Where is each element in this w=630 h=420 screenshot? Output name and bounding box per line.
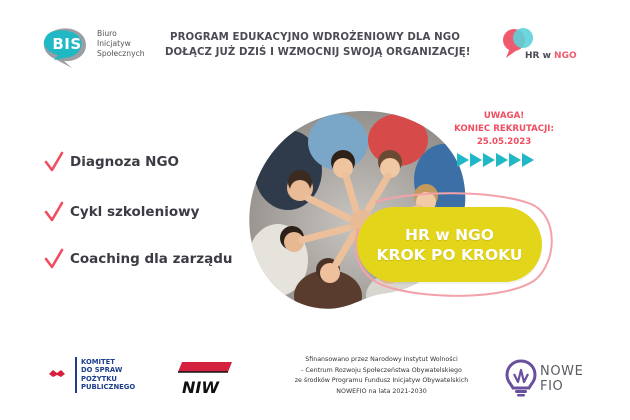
funding-line: ze środków Programu Fundusz Inicjatyw Obywatelskich xyxy=(294,377,469,384)
funding-note xyxy=(274,355,489,397)
niw-logo xyxy=(176,360,234,398)
notice-line: UWAGA! xyxy=(483,111,525,121)
divider xyxy=(75,357,77,393)
bis-logo xyxy=(42,26,152,68)
arrow-right-icon xyxy=(470,153,482,167)
badge-title: HR w NGO xyxy=(405,225,494,244)
kdspp-text: KOMITET DO SPRAW POŻYTKU PUBLICZNEGO xyxy=(81,358,136,391)
fio-text: NOWE FIO xyxy=(540,364,584,394)
feature-label: Diagnoza NGO xyxy=(70,154,180,170)
notice-line: KONIEC REKRUTACJI: xyxy=(454,124,554,134)
nowe-fio-logo xyxy=(504,358,594,398)
niw-label: NIW xyxy=(182,378,219,397)
bis-name: Biuro Inicjatyw Społecznych xyxy=(97,29,145,58)
hr-logo-text: HR w NGO xyxy=(525,51,577,61)
funding-line: - Centrum Rozwoju Społeczeństwa Obywatelskiego xyxy=(301,366,462,374)
badge-subtitle: KROK PO KROKU xyxy=(376,245,523,264)
arrow-right-icon xyxy=(457,153,469,167)
checkmark-icon xyxy=(44,151,64,173)
feature-label: Coaching dla zarządu xyxy=(70,251,233,267)
arrow-right-icon xyxy=(496,153,508,167)
kdspp-logo xyxy=(48,356,148,390)
checkmark-icon xyxy=(44,248,64,270)
headline-line-1: PROGRAM EDUKACYJNO WDROŻENIOWY DLA NGO xyxy=(170,32,460,43)
lightbulb-icon xyxy=(504,358,538,398)
bis-abbreviation: BIS xyxy=(52,35,82,53)
arrow-right-icon xyxy=(483,153,495,167)
headline-line-2: DOŁĄCZ JUŻ DZIŚ I WZMOCNIJ SWOJĄ ORGANIZACJĘ! xyxy=(165,47,471,58)
feature-label: Cykl szkoleniowy xyxy=(70,204,200,220)
notice-deadline: 25.05.2023 xyxy=(476,137,532,147)
page-headline xyxy=(165,30,471,60)
arrow-row xyxy=(457,153,534,167)
funding-line: NOWEFIO na lata 2021-2030 xyxy=(336,387,427,395)
hr-w-ngo-logo xyxy=(500,26,590,66)
list-item xyxy=(44,200,199,224)
arrow-right-icon xyxy=(522,153,534,167)
funding-line: Sfinansowano przez Narodowy Instytut Wolności xyxy=(305,356,458,363)
checkmark-icon xyxy=(44,201,64,223)
list-item xyxy=(44,247,232,271)
recruitment-notice xyxy=(446,110,562,149)
arrow-right-icon xyxy=(509,153,521,167)
list-item xyxy=(44,150,179,174)
program-badge xyxy=(357,207,542,282)
polish-eagle-icon xyxy=(48,368,66,380)
